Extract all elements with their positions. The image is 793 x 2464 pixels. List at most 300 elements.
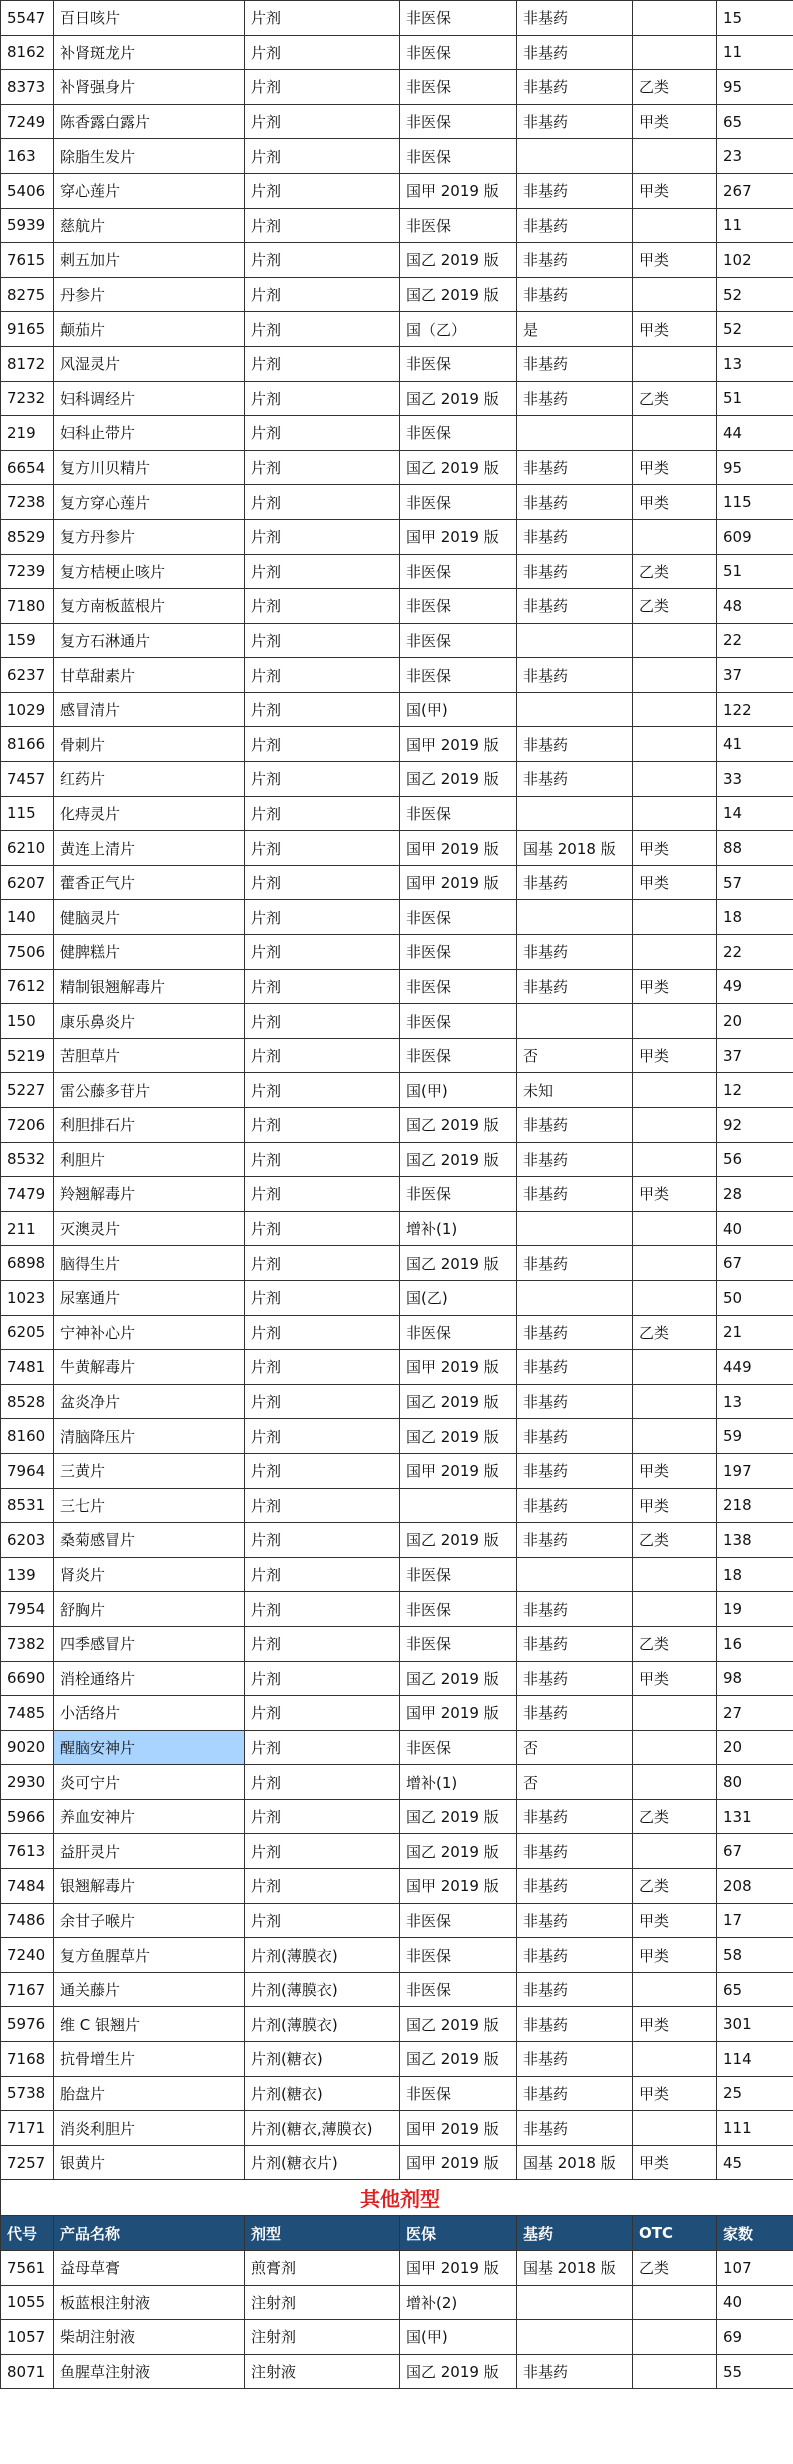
cell-essential[interactable]: 非基药 (517, 1, 633, 36)
cell-otc[interactable]: 乙类 (633, 1869, 717, 1904)
cell-form[interactable]: 片剂 (245, 1765, 400, 1800)
cell-name[interactable]: 维 C 银翘片 (54, 2007, 245, 2042)
cell-form[interactable]: 片剂 (245, 1419, 400, 1454)
cell-form[interactable]: 片剂 (245, 1384, 400, 1419)
cell-form[interactable]: 片剂 (245, 1108, 400, 1143)
cell-name[interactable]: 四季感冒片 (54, 1626, 245, 1661)
cell-name[interactable]: 益母草膏 (54, 2251, 245, 2286)
cell-form[interactable]: 片剂 (245, 658, 400, 693)
cell-count[interactable]: 50 (717, 1280, 793, 1315)
cell-essential[interactable]: 非基药 (517, 1384, 633, 1419)
cell-code[interactable]: 7382 (1, 1626, 54, 1661)
cell-code[interactable]: 7249 (1, 104, 54, 139)
cell-otc[interactable] (633, 1211, 717, 1246)
cell-form[interactable]: 片剂 (245, 1280, 400, 1315)
cell-code[interactable]: 5976 (1, 2007, 54, 2042)
cell-count[interactable]: 49 (717, 969, 793, 1004)
cell-essential[interactable]: 非基药 (517, 1938, 633, 1973)
cell-count[interactable]: 19 (717, 1592, 793, 1627)
cell-otc[interactable] (633, 1350, 717, 1385)
cell-code[interactable]: 7479 (1, 1177, 54, 1212)
cell-count[interactable]: 40 (717, 1211, 793, 1246)
cell-form[interactable]: 注射剂 (245, 2285, 400, 2320)
cell-name[interactable]: 消栓通络片 (54, 1661, 245, 1696)
cell-name[interactable]: 桑菊感冒片 (54, 1523, 245, 1558)
cell-essential[interactable]: 非基药 (517, 1903, 633, 1938)
cell-insurance[interactable]: 非医保 (400, 1972, 517, 2007)
cell-code[interactable]: 5738 (1, 2076, 54, 2111)
cell-count[interactable]: 14 (717, 796, 793, 831)
cell-essential[interactable]: 非基药 (517, 1108, 633, 1143)
cell-insurance[interactable]: 国乙 2019 版 (400, 450, 517, 485)
cell-name[interactable]: 骨刺片 (54, 727, 245, 762)
cell-otc[interactable]: 甲类 (633, 2145, 717, 2180)
cell-count[interactable]: 138 (717, 1523, 793, 1558)
cell-count[interactable]: 37 (717, 1038, 793, 1073)
cell-name[interactable]: 红药片 (54, 762, 245, 797)
cell-insurance[interactable]: 国甲 2019 版 (400, 173, 517, 208)
cell-essential[interactable]: 非基药 (517, 658, 633, 693)
cell-essential[interactable]: 非基药 (517, 1972, 633, 2007)
cell-count[interactable]: 48 (717, 589, 793, 624)
cell-form[interactable]: 注射液 (245, 2354, 400, 2389)
cell-insurance[interactable]: 非医保 (400, 969, 517, 1004)
cell-essential[interactable]: 非基药 (517, 1142, 633, 1177)
cell-count[interactable]: 17 (717, 1903, 793, 1938)
cell-form[interactable]: 片剂 (245, 554, 400, 589)
cell-name[interactable]: 三七片 (54, 1488, 245, 1523)
cell-code[interactable]: 5406 (1, 173, 54, 208)
cell-insurance[interactable]: 国甲 2019 版 (400, 1350, 517, 1385)
cell-otc[interactable] (633, 2285, 717, 2320)
cell-code[interactable]: 7484 (1, 1869, 54, 1904)
cell-essential[interactable]: 国基 2018 版 (517, 831, 633, 866)
cell-code[interactable]: 5966 (1, 1799, 54, 1834)
cell-count[interactable]: 33 (717, 762, 793, 797)
cell-count[interactable]: 20 (717, 1004, 793, 1039)
cell-count[interactable]: 114 (717, 2042, 793, 2077)
cell-insurance[interactable]: 非医保 (400, 658, 517, 693)
cell-essential[interactable]: 非基药 (517, 1661, 633, 1696)
cell-form[interactable]: 片剂 (245, 727, 400, 762)
cell-code[interactable]: 7485 (1, 1696, 54, 1731)
cell-otc[interactable]: 乙类 (633, 70, 717, 105)
cell-form[interactable]: 片剂 (245, 312, 400, 347)
cell-essential[interactable]: 否 (517, 1038, 633, 1073)
cell-name[interactable]: 盆炎净片 (54, 1384, 245, 1419)
cell-otc[interactable] (633, 1592, 717, 1627)
cell-name[interactable]: 银黄片 (54, 2145, 245, 2180)
cell-insurance[interactable]: 非医保 (400, 935, 517, 970)
cell-insurance[interactable]: 非医保 (400, 70, 517, 105)
cell-code[interactable]: 6690 (1, 1661, 54, 1696)
cell-otc[interactable]: 乙类 (633, 589, 717, 624)
cell-insurance[interactable]: 国甲 2019 版 (400, 865, 517, 900)
cell-count[interactable]: 80 (717, 1765, 793, 1800)
cell-count[interactable]: 95 (717, 70, 793, 105)
cell-name[interactable]: 妇科止带片 (54, 416, 245, 451)
cell-otc[interactable]: 甲类 (633, 2076, 717, 2111)
cell-code[interactable]: 7964 (1, 1453, 54, 1488)
cell-insurance[interactable]: 国乙 2019 版 (400, 277, 517, 312)
cell-name[interactable]: 丹参片 (54, 277, 245, 312)
cell-code[interactable]: 140 (1, 900, 54, 935)
cell-form[interactable]: 片剂 (245, 104, 400, 139)
cell-insurance[interactable]: 非医保 (400, 346, 517, 381)
cell-otc[interactable]: 甲类 (633, 312, 717, 347)
cell-essential[interactable]: 非基药 (517, 208, 633, 243)
cell-insurance[interactable]: 国乙 2019 版 (400, 1108, 517, 1143)
cell-count[interactable]: 55 (717, 2354, 793, 2389)
cell-essential[interactable]: 非基药 (517, 1592, 633, 1627)
cell-insurance[interactable]: 非医保 (400, 35, 517, 70)
cell-form[interactable]: 片剂 (245, 1177, 400, 1212)
cell-insurance[interactable]: 国乙 2019 版 (400, 381, 517, 416)
cell-otc[interactable] (633, 1696, 717, 1731)
cell-name[interactable]: 通关藤片 (54, 1972, 245, 2007)
cell-code[interactable]: 211 (1, 1211, 54, 1246)
cell-code[interactable]: 9165 (1, 312, 54, 347)
cell-essential[interactable]: 国基 2018 版 (517, 2251, 633, 2286)
cell-form[interactable]: 片剂 (245, 1142, 400, 1177)
cell-code[interactable]: 2930 (1, 1765, 54, 1800)
cell-insurance[interactable]: 增补(1) (400, 1765, 517, 1800)
cell-insurance[interactable]: 国乙 2019 版 (400, 1661, 517, 1696)
cell-code[interactable]: 7561 (1, 2251, 54, 2286)
cell-insurance[interactable] (400, 1488, 517, 1523)
cell-otc[interactable]: 乙类 (633, 381, 717, 416)
cell-insurance[interactable]: 非医保 (400, 1938, 517, 1973)
cell-essential[interactable]: 非基药 (517, 1799, 633, 1834)
cell-essential[interactable]: 非基药 (517, 277, 633, 312)
cell-essential[interactable]: 非基药 (517, 2042, 633, 2077)
cell-insurance[interactable]: 非医保 (400, 589, 517, 624)
cell-essential[interactable]: 非基药 (517, 104, 633, 139)
cell-form[interactable]: 片剂 (245, 1211, 400, 1246)
cell-code[interactable]: 1023 (1, 1280, 54, 1315)
cell-form[interactable]: 片剂 (245, 381, 400, 416)
cell-otc[interactable]: 甲类 (633, 1661, 717, 1696)
cell-form[interactable]: 片剂 (245, 1453, 400, 1488)
cell-otc[interactable]: 甲类 (633, 485, 717, 520)
cell-form[interactable]: 片剂 (245, 1696, 400, 1731)
cell-insurance[interactable]: 国甲 2019 版 (400, 2251, 517, 2286)
cell-code[interactable]: 7486 (1, 1903, 54, 1938)
cell-code[interactable]: 8529 (1, 519, 54, 554)
cell-essential[interactable]: 是 (517, 312, 633, 347)
cell-insurance[interactable]: 非医保 (400, 1038, 517, 1073)
cell-form[interactable]: 片剂 (245, 1315, 400, 1350)
cell-form[interactable]: 注射剂 (245, 2320, 400, 2355)
cell-form[interactable]: 片剂 (245, 1004, 400, 1039)
cell-essential[interactable]: 非基药 (517, 2111, 633, 2146)
cell-essential[interactable]: 非基药 (517, 2354, 633, 2389)
cell-name[interactable]: 复方南板蓝根片 (54, 589, 245, 624)
cell-code[interactable]: 5227 (1, 1073, 54, 1108)
cell-code[interactable]: 8160 (1, 1419, 54, 1454)
cell-name[interactable]: 藿香正气片 (54, 865, 245, 900)
cell-insurance[interactable]: 国乙 2019 版 (400, 1142, 517, 1177)
cell-form[interactable]: 片剂 (245, 1834, 400, 1869)
cell-otc[interactable]: 甲类 (633, 1488, 717, 1523)
cell-form[interactable]: 片剂 (245, 1, 400, 36)
cell-essential[interactable]: 非基药 (517, 1350, 633, 1385)
cell-code[interactable]: 8531 (1, 1488, 54, 1523)
cell-code[interactable]: 6898 (1, 1246, 54, 1281)
cell-count[interactable]: 22 (717, 935, 793, 970)
cell-name[interactable]: 复方川贝精片 (54, 450, 245, 485)
cell-form[interactable]: 片剂 (245, 796, 400, 831)
cell-insurance[interactable]: 非医保 (400, 1004, 517, 1039)
cell-count[interactable]: 45 (717, 2145, 793, 2180)
cell-name[interactable]: 鱼腥草注射液 (54, 2354, 245, 2389)
cell-otc[interactable] (633, 1384, 717, 1419)
cell-code[interactable]: 7954 (1, 1592, 54, 1627)
cell-name[interactable]: 宁神补心片 (54, 1315, 245, 1350)
cell-otc[interactable]: 乙类 (633, 1523, 717, 1558)
cell-code[interactable]: 6237 (1, 658, 54, 693)
cell-form[interactable]: 片剂 (245, 969, 400, 1004)
cell-otc[interactable] (633, 1972, 717, 2007)
cell-insurance[interactable]: 非医保 (400, 139, 517, 174)
cell-form[interactable]: 片剂(糖衣,薄膜衣) (245, 2111, 400, 2146)
cell-form[interactable]: 片剂 (245, 1869, 400, 1904)
cell-code[interactable]: 219 (1, 416, 54, 451)
cell-count[interactable]: 59 (717, 1419, 793, 1454)
cell-count[interactable]: 44 (717, 416, 793, 451)
cell-essential[interactable]: 非基药 (517, 727, 633, 762)
cell-code[interactable]: 6205 (1, 1315, 54, 1350)
cell-code[interactable]: 7167 (1, 1972, 54, 2007)
cell-form[interactable]: 片剂 (245, 623, 400, 658)
cell-count[interactable]: 208 (717, 1869, 793, 1904)
cell-insurance[interactable]: 非医保 (400, 1177, 517, 1212)
cell-code[interactable]: 7168 (1, 2042, 54, 2077)
cell-otc[interactable] (633, 1, 717, 36)
cell-otc[interactable] (633, 1557, 717, 1592)
cell-essential[interactable] (517, 2285, 633, 2320)
cell-insurance[interactable]: 非医保 (400, 1592, 517, 1627)
cell-name[interactable]: 健脾糕片 (54, 935, 245, 970)
cell-count[interactable]: 57 (717, 865, 793, 900)
cell-count[interactable]: 51 (717, 554, 793, 589)
cell-count[interactable]: 301 (717, 2007, 793, 2042)
cell-name[interactable]: 雷公藤多苷片 (54, 1073, 245, 1108)
cell-count[interactable]: 18 (717, 900, 793, 935)
cell-code[interactable]: 8172 (1, 346, 54, 381)
cell-insurance[interactable]: 国乙 2019 版 (400, 1384, 517, 1419)
cell-otc[interactable] (633, 692, 717, 727)
cell-essential[interactable]: 非基药 (517, 1246, 633, 1281)
cell-otc[interactable] (633, 1419, 717, 1454)
cell-form[interactable]: 片剂(糖衣片) (245, 2145, 400, 2180)
cell-essential[interactable]: 国基 2018 版 (517, 2145, 633, 2180)
cell-essential[interactable]: 非基药 (517, 173, 633, 208)
cell-essential[interactable]: 非基药 (517, 935, 633, 970)
cell-code[interactable]: 7506 (1, 935, 54, 970)
cell-code[interactable]: 7232 (1, 381, 54, 416)
cell-insurance[interactable]: 非医保 (400, 1626, 517, 1661)
cell-count[interactable]: 28 (717, 1177, 793, 1212)
cell-count[interactable]: 51 (717, 381, 793, 416)
cell-form[interactable]: 片剂 (245, 1488, 400, 1523)
cell-form[interactable]: 片剂 (245, 762, 400, 797)
cell-count[interactable]: 267 (717, 173, 793, 208)
cell-name[interactable]: 板蓝根注射液 (54, 2285, 245, 2320)
cell-code[interactable]: 8071 (1, 2354, 54, 2389)
cell-name[interactable]: 穿心莲片 (54, 173, 245, 208)
cell-essential[interactable]: 非基药 (517, 2076, 633, 2111)
cell-code[interactable]: 8162 (1, 35, 54, 70)
cell-insurance[interactable]: 国(乙) (400, 1280, 517, 1315)
cell-name[interactable]: 养血安神片 (54, 1799, 245, 1834)
cell-count[interactable]: 41 (717, 727, 793, 762)
cell-name[interactable]: 康乐鼻炎片 (54, 1004, 245, 1039)
cell-insurance[interactable]: 非医保 (400, 1315, 517, 1350)
cell-count[interactable]: 27 (717, 1696, 793, 1731)
cell-insurance[interactable]: 国乙 2019 版 (400, 1799, 517, 1834)
cell-insurance[interactable]: 国乙 2019 版 (400, 1523, 517, 1558)
cell-code[interactable]: 7257 (1, 2145, 54, 2180)
cell-name[interactable]: 苦胆草片 (54, 1038, 245, 1073)
cell-essential[interactable] (517, 1211, 633, 1246)
cell-name[interactable]: 复方桔梗止咳片 (54, 554, 245, 589)
cell-form[interactable]: 片剂 (245, 1038, 400, 1073)
cell-form[interactable]: 片剂 (245, 935, 400, 970)
cell-form[interactable]: 片剂(糖衣) (245, 2042, 400, 2077)
cell-essential[interactable] (517, 1557, 633, 1592)
cell-otc[interactable] (633, 139, 717, 174)
cell-name[interactable]: 灭澳灵片 (54, 1211, 245, 1246)
cell-insurance[interactable]: 国乙 2019 版 (400, 762, 517, 797)
cell-insurance[interactable]: 非医保 (400, 796, 517, 831)
cell-form[interactable]: 片剂(薄膜衣) (245, 2007, 400, 2042)
cell-essential[interactable]: 非基药 (517, 519, 633, 554)
cell-otc[interactable] (633, 416, 717, 451)
cell-name[interactable]: 化痔灵片 (54, 796, 245, 831)
cell-otc[interactable]: 甲类 (633, 1038, 717, 1073)
cell-count[interactable]: 92 (717, 1108, 793, 1143)
cell-essential[interactable] (517, 416, 633, 451)
cell-code[interactable]: 7206 (1, 1108, 54, 1143)
cell-form[interactable]: 片剂(薄膜衣) (245, 1972, 400, 2007)
cell-count[interactable]: 122 (717, 692, 793, 727)
cell-code[interactable]: 8532 (1, 1142, 54, 1177)
cell-otc[interactable]: 甲类 (633, 969, 717, 1004)
cell-essential[interactable]: 非基药 (517, 589, 633, 624)
cell-otc[interactable] (633, 1834, 717, 1869)
cell-code[interactable]: 9020 (1, 1730, 54, 1765)
cell-essential[interactable] (517, 1280, 633, 1315)
cell-form[interactable]: 片剂 (245, 70, 400, 105)
cell-essential[interactable]: 非基药 (517, 381, 633, 416)
cell-name[interactable]: 除脂生发片 (54, 139, 245, 174)
cell-count[interactable]: 67 (717, 1834, 793, 1869)
cell-essential[interactable]: 非基药 (517, 1419, 633, 1454)
cell-count[interactable]: 13 (717, 346, 793, 381)
cell-insurance[interactable]: 国(甲) (400, 1073, 517, 1108)
cell-count[interactable]: 107 (717, 2251, 793, 2286)
cell-count[interactable]: 65 (717, 104, 793, 139)
cell-insurance[interactable]: 非医保 (400, 485, 517, 520)
cell-form[interactable]: 片剂 (245, 1661, 400, 1696)
cell-form[interactable]: 片剂 (245, 1903, 400, 1938)
cell-essential[interactable] (517, 2320, 633, 2355)
cell-name[interactable]: 柴胡注射液 (54, 2320, 245, 2355)
cell-essential[interactable] (517, 692, 633, 727)
cell-name[interactable]: 清脑降压片 (54, 1419, 245, 1454)
cell-name[interactable]: 醒脑安神片 (54, 1730, 245, 1765)
cell-otc[interactable] (633, 1142, 717, 1177)
cell-count[interactable]: 12 (717, 1073, 793, 1108)
cell-insurance[interactable]: 国甲 2019 版 (400, 2145, 517, 2180)
cell-otc[interactable] (633, 1108, 717, 1143)
cell-code[interactable]: 7457 (1, 762, 54, 797)
cell-count[interactable]: 18 (717, 1557, 793, 1592)
cell-name[interactable]: 百日咳片 (54, 1, 245, 36)
cell-name[interactable]: 余甘子喉片 (54, 1903, 245, 1938)
cell-form[interactable]: 片剂 (245, 1730, 400, 1765)
cell-form[interactable]: 片剂 (245, 485, 400, 520)
cell-code[interactable]: 7613 (1, 1834, 54, 1869)
cell-form[interactable]: 片剂 (245, 1592, 400, 1627)
cell-insurance[interactable]: 非医保 (400, 416, 517, 451)
cell-form[interactable]: 片剂 (245, 1073, 400, 1108)
cell-otc[interactable]: 甲类 (633, 104, 717, 139)
cell-otc[interactable] (633, 727, 717, 762)
cell-otc[interactable]: 甲类 (633, 173, 717, 208)
cell-otc[interactable]: 甲类 (633, 243, 717, 278)
cell-name[interactable]: 妇科调经片 (54, 381, 245, 416)
cell-name[interactable]: 消炎利胆片 (54, 2111, 245, 2146)
cell-code[interactable]: 163 (1, 139, 54, 174)
cell-form[interactable]: 片剂 (245, 1523, 400, 1558)
cell-name[interactable]: 复方穿心莲片 (54, 485, 245, 520)
cell-otc[interactable] (633, 658, 717, 693)
cell-form[interactable]: 片剂 (245, 277, 400, 312)
cell-code[interactable]: 7238 (1, 485, 54, 520)
cell-name[interactable]: 肾炎片 (54, 1557, 245, 1592)
cell-name[interactable]: 小活络片 (54, 1696, 245, 1731)
cell-otc[interactable]: 甲类 (633, 1453, 717, 1488)
cell-name[interactable]: 炎可宁片 (54, 1765, 245, 1800)
cell-code[interactable]: 8373 (1, 70, 54, 105)
cell-essential[interactable]: 非基药 (517, 485, 633, 520)
cell-code[interactable]: 6207 (1, 865, 54, 900)
cell-code[interactable]: 7239 (1, 554, 54, 589)
cell-insurance[interactable]: 非医保 (400, 2076, 517, 2111)
cell-code[interactable]: 6654 (1, 450, 54, 485)
cell-code[interactable]: 6210 (1, 831, 54, 866)
cell-otc[interactable] (633, 796, 717, 831)
cell-insurance[interactable]: 国乙 2019 版 (400, 1246, 517, 1281)
cell-insurance[interactable]: 增补(2) (400, 2285, 517, 2320)
cell-insurance[interactable]: 国乙 2019 版 (400, 2007, 517, 2042)
cell-count[interactable]: 98 (717, 1661, 793, 1696)
cell-otc[interactable] (633, 762, 717, 797)
cell-otc[interactable]: 乙类 (633, 1315, 717, 1350)
cell-essential[interactable]: 非基药 (517, 1453, 633, 1488)
cell-otc[interactable]: 甲类 (633, 831, 717, 866)
cell-count[interactable]: 40 (717, 2285, 793, 2320)
cell-name[interactable]: 舒胸片 (54, 1592, 245, 1627)
cell-name[interactable]: 复方鱼腥草片 (54, 1938, 245, 1973)
cell-essential[interactable]: 未知 (517, 1073, 633, 1108)
cell-otc[interactable]: 甲类 (633, 2007, 717, 2042)
cell-name[interactable]: 甘草甜素片 (54, 658, 245, 693)
cell-form[interactable]: 片剂 (245, 831, 400, 866)
cell-essential[interactable] (517, 796, 633, 831)
